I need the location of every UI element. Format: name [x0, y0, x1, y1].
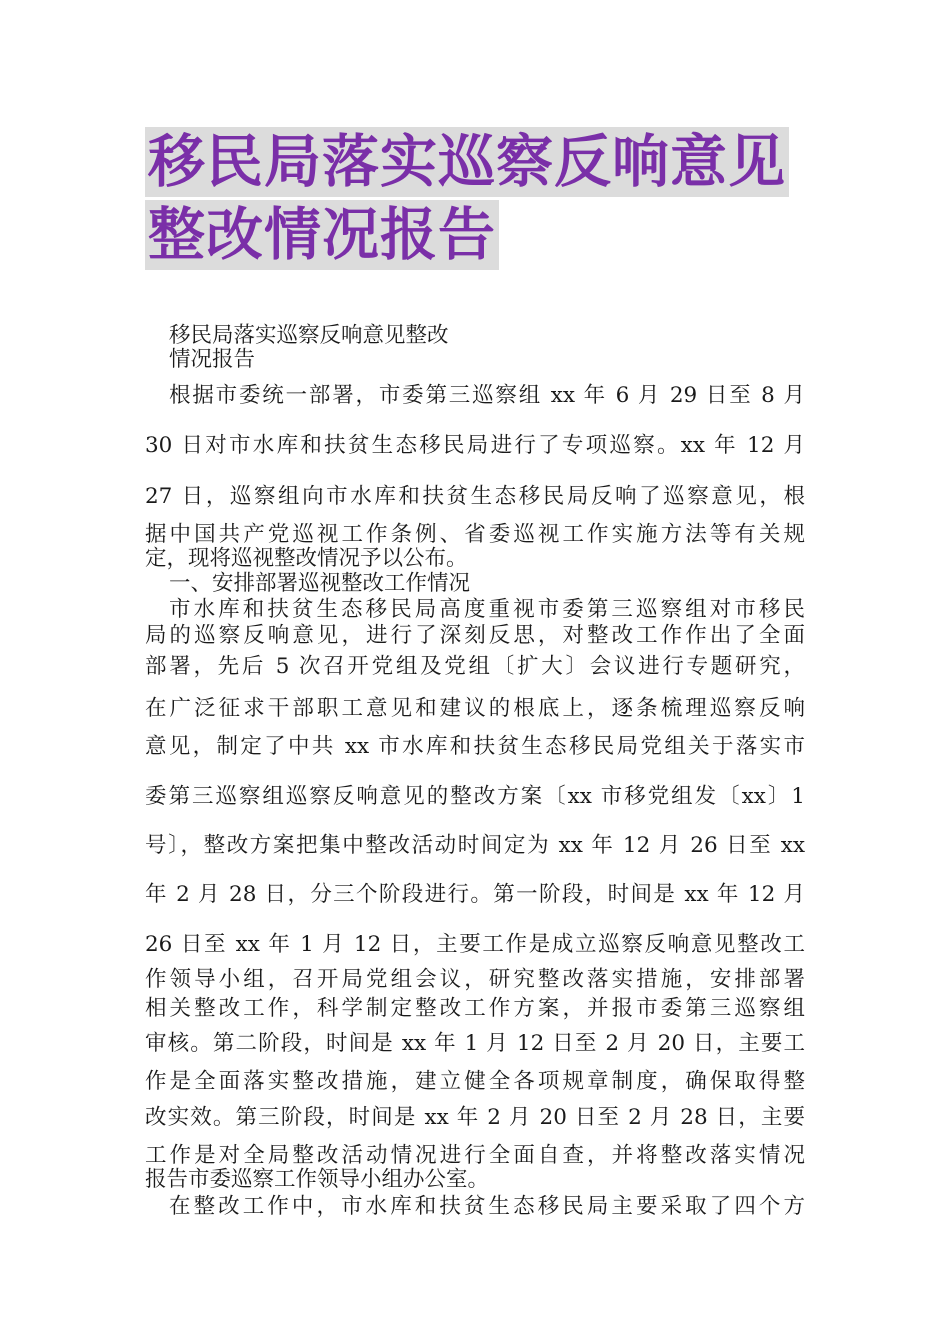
paragraph-line: 年 2 月 28 日，分三个阶段进行。第一阶段，时间是 xx 年 12 月 — [145, 882, 805, 907]
paragraph-line: 委第三巡察组巡察反响意见的整改方案〔xx 市移党组发〔xx〕1 — [145, 784, 805, 809]
paragraph-line: 局的巡察反响意见，进行了深刻反思，对整改工作作出了全面 — [145, 623, 805, 648]
paragraph-line: 在广泛征求干部职工意见和建议的根底上，逐条梳理巡察反响 — [145, 696, 805, 721]
paragraph-line: 30 日对市水库和扶贫生态移民局进行了专项巡察。xx 年 12 月 — [145, 433, 805, 458]
paragraph-line: 据中国共产党巡视工作条例、省委巡视工作实施方法等有关规 — [145, 522, 805, 547]
document-title-line-1: 移民局落实巡察反响意见 — [145, 127, 789, 197]
paragraph-line: 27 日，巡察组向市水库和扶贫生态移民局反响了巡察意见，根 — [145, 484, 805, 509]
paragraph-line: 作是全面落实整改措施，建立健全各项规章制度，确保取得整 — [145, 1069, 805, 1094]
paragraph-line: 工作是对全局整改活动情况进行全面自查，并将整改落实情况 — [145, 1143, 805, 1168]
section-heading: 一、安排部署巡视整改工作情况 — [169, 571, 471, 596]
subtitle-line: 情况报告 — [169, 347, 256, 372]
paragraph-line: 审核。第二阶段，时间是 xx 年 1 月 12 日至 2 月 20 日，主要工 — [145, 1031, 805, 1056]
paragraph-line: 26 日至 xx 年 1 月 12 日，主要工作是成立巡察反响意见整改工 — [145, 932, 805, 957]
paragraph-line: 市水库和扶贫生态移民局高度重视市委第三巡察组对市移民 — [169, 597, 805, 622]
paragraph-line: 改实效。第三阶段，时间是 xx 年 2 月 20 日至 2 月 28 日，主要 — [145, 1105, 805, 1130]
paragraph-line: 报告市委巡察工作领导小组办公室。 — [145, 1167, 490, 1192]
document-title-line-2: 整改情况报告 — [145, 200, 499, 270]
paragraph-line: 根据市委统一部署，市委第三巡察组 xx 年 6 月 29 日至 8 月 — [169, 383, 805, 408]
paragraph-line: 部署，先后 5 次召开党组及党组〔扩大〕会议进行专题研究， — [145, 654, 805, 679]
paragraph-line: 定，现将巡视整改情况予以公布。 — [145, 546, 468, 571]
paragraph-line: 相关整改工作，科学制定整改工作方案，并报市委第三巡察组 — [145, 996, 805, 1021]
paragraph-line: 作领导小组，召开局党组会议，研究整改落实措施，安排部署 — [145, 967, 805, 992]
subtitle-line: 移民局落实巡察反响意见整改 — [169, 323, 449, 348]
paragraph-line: 号〕，整改方案把集中整改活动时间定为 xx 年 12 月 26 日至 xx — [145, 833, 805, 858]
paragraph-line: 意见，制定了中共 xx 市水库和扶贫生态移民局党组关于落实市 — [145, 734, 805, 759]
paragraph-line: 在整改工作中，市水库和扶贫生态移民局主要采取了四个方 — [169, 1194, 805, 1219]
